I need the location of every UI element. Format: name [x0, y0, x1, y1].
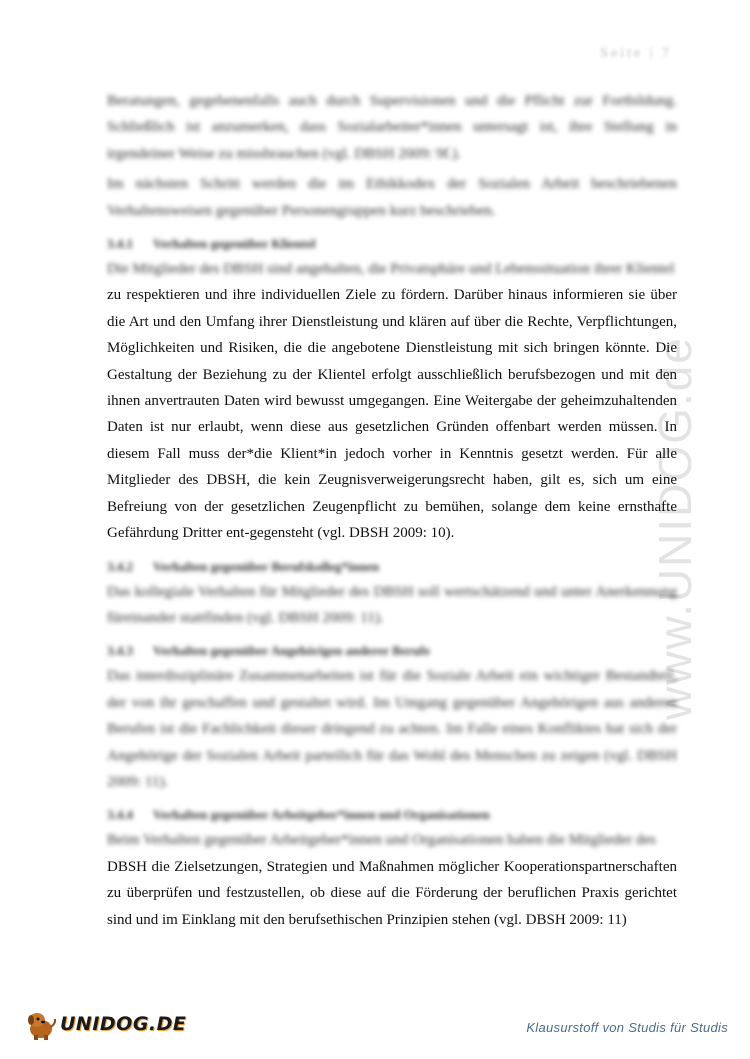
dog-icon: [24, 1007, 58, 1041]
page-number: Seite | 7: [600, 46, 672, 61]
section-number: 3.4.3: [107, 643, 133, 659]
section-title: Verhalten gegenüber Klientel: [153, 236, 316, 252]
footer-tagline: Klausurstoff von Studis für Studis: [526, 1020, 728, 1035]
section-title: Verhalten gegenüber Arbeitgeber*innen und Organisationen: [153, 807, 490, 823]
section-title: Verhalten gegenüber Angehörigen anderer Berufe: [153, 643, 430, 659]
section-number: 3.4.4: [107, 807, 133, 823]
section-number: 3.4.2: [107, 558, 133, 574]
section-heading-3-4-3: [107, 639, 677, 663]
section-heading-3-4-2: [107, 555, 677, 579]
watermark: www.UNIDOG.de: [649, 336, 701, 720]
section-3-4-1-first-line: Die Mitglieder des DBSH sind angehalten, die Privatsphäre und Lebenssituation ihrer Klientel: [107, 261, 675, 278]
section-heading-3-4-4: [107, 803, 677, 827]
intro-paragraph-1: Beratungen, gegebenenfalls auch durch Supervisionen und die Pflicht zur Fortbildung. Schließlich ist anzumerken, dass Sozialarbeiter*innen untersagt ist, ihre Stellung in irgendeiner Weise zu missbrauchen (vgl. DBSH 2009: 9f.).: [107, 93, 677, 162]
intro-paragraph-2: Im nächsten Schritt werden die im Ethikkodex der Sozialen Arbeit beschriebenen Verhaltensweisen gegenüber Personengruppen kurz beschrieben.: [107, 176, 677, 219]
section-3-4-1-body: zu respektieren und ihre individuellen Ziele zu fördern. Darüber hinaus informieren sie über die Art und den Umfang ihrer Dienstleistung und klären auf über die Rechte, Verpflichtungen, Möglichkeiten und Risiken, die die angebotene Dienstleistung mit sich bringen könnte. Die Gestaltung der Beziehung zu der Klientel erfolgt ausschließlich berufsbezogen und mit den ihnen anvertrauten Daten wird bewusst umgegangen. Eine Weitergabe der geheimzuhaltenden Daten ist nur erlaubt, wenn diese aus gesetzlichen Gründen offenbart werden müssen. In diesem Fall muss der*die Klient*in jedoch vorher in Kenntnis gesetzt werden. Für alle Mitglieder des DBSH, die kein Zeugnisverweigerungsrecht haben, gilt es, sich um eine Befreiung von der gesetzlichen Zeugenpflicht zu bemühen, solange dem keine ernsthafte Gefährdung Dritter ent-gegensteht (vgl. DBSH 2009: 10).: [107, 287, 677, 542]
logo-text: UNIDOG.DE: [60, 1013, 187, 1035]
section-3-4-2-body: Das kollegiale Verhalten für Mitglieder des DBSH soll wertschätzend und unter Anerkennung füreinander stattfinden (vgl. DBSH 2009: 11).: [107, 583, 677, 626]
document-body: [107, 88, 677, 933]
section-heading-3-4-1: [107, 232, 677, 256]
section-title: Verhalten gegenüber Berufskolleg*innen: [153, 558, 380, 574]
section-3-4-4-body: DBSH die Zielsetzungen, Strategien und Maßnahmen möglicher Kooperationspartnerschaften zu überprüfen und festzustellen, ob diese auf die Förderung der beruflichen Praxis gerichtet sind und im Einklang mit den berufsethischen Prinzipien stehen (vgl. DBSH 2009: 11): [107, 858, 677, 928]
section-number: 3.4.1: [107, 236, 133, 252]
section-3-4-3-body: Das interdisziplinäre Zusammenarbeiten ist für die Soziale Arbeit ein wichtiger Bestandteil, der von ihr geschaffen und gestaltet wird. Im Umgang gegenüber Angehörigen aus anderen Berufen ist die Fachlichkeit dieser dringend zu achten. Im Falle eines Konfliktes hat sich der Angehörige der Sozialen Arbeit parteilich für das Wohl des Menschen zu zeigen (vgl. DBSH 2009: 11).: [107, 668, 677, 790]
unidog-logo[interactable]: [24, 1007, 186, 1041]
section-3-4-4-first-line: Beim Verhalten gegenüber Arbeitgeber*innen und Organisationen haben die Mitglieder des: [107, 832, 656, 849]
